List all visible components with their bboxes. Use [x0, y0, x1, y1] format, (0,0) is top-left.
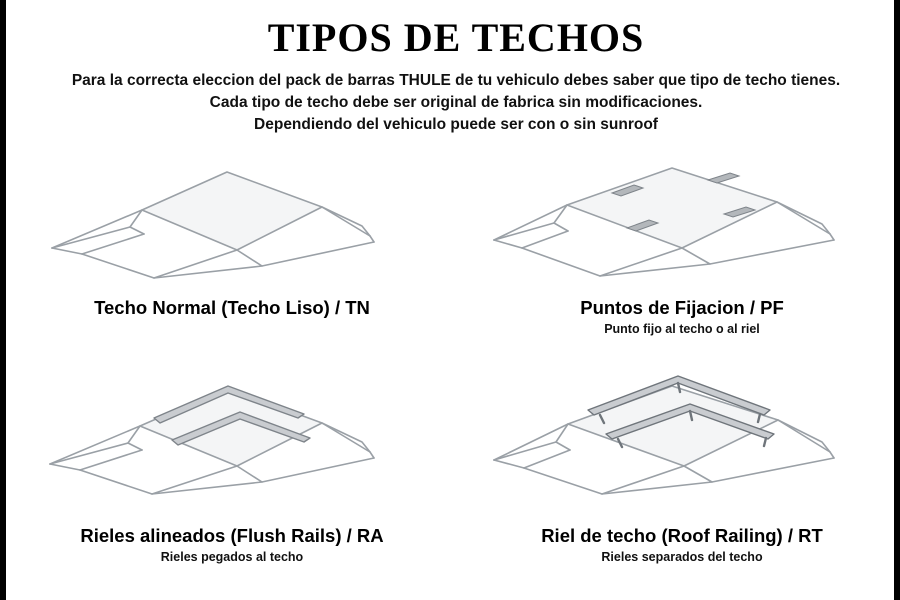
roof-type-label-tn: Techo Normal (Techo Liso) / TN [94, 297, 370, 318]
roof-type-label-pf: Puntos de Fijacion / PF [580, 297, 784, 318]
roof-type-note-pf: Punto fijo al techo o al riel [604, 322, 760, 336]
roof-type-note-rt: Rieles separados del techo [601, 550, 763, 564]
car-roof-fixpoint-icon [472, 150, 892, 295]
intro-line-2: Cada tipo de techo debe ser original de fabrica sin modificaciones. [209, 94, 703, 111]
car-roof-railing-icon [472, 368, 892, 513]
roof-type-note-ra: Rieles pegados al techo [160, 550, 304, 564]
roof-type-card-pf [472, 150, 892, 350]
roof-type-card-ra [22, 368, 442, 568]
poster-inner [12, 0, 900, 600]
roof-type-label-rt: Riel de techo (Roof Railing) / RT [541, 525, 823, 546]
intro-line-1: Para la correcta eleccion del pack de barras THULE de tu vehiculo debes saber que tipo de techo tienes. [71, 72, 841, 89]
roof-type-label-ra: Rieles alineados (Flush Rails) / RA [80, 525, 384, 546]
roof-type-card-rt [472, 368, 892, 568]
intro-line-3: Dependiendo del vehiculo puede ser con o sin sunroof [254, 116, 658, 133]
car-roof-plain-icon [22, 150, 442, 295]
page-title: TIPOS DE TECHOS [267, 15, 645, 60]
car-roof-flush-rails-icon [22, 368, 442, 513]
roof-type-card-tn [22, 150, 442, 350]
